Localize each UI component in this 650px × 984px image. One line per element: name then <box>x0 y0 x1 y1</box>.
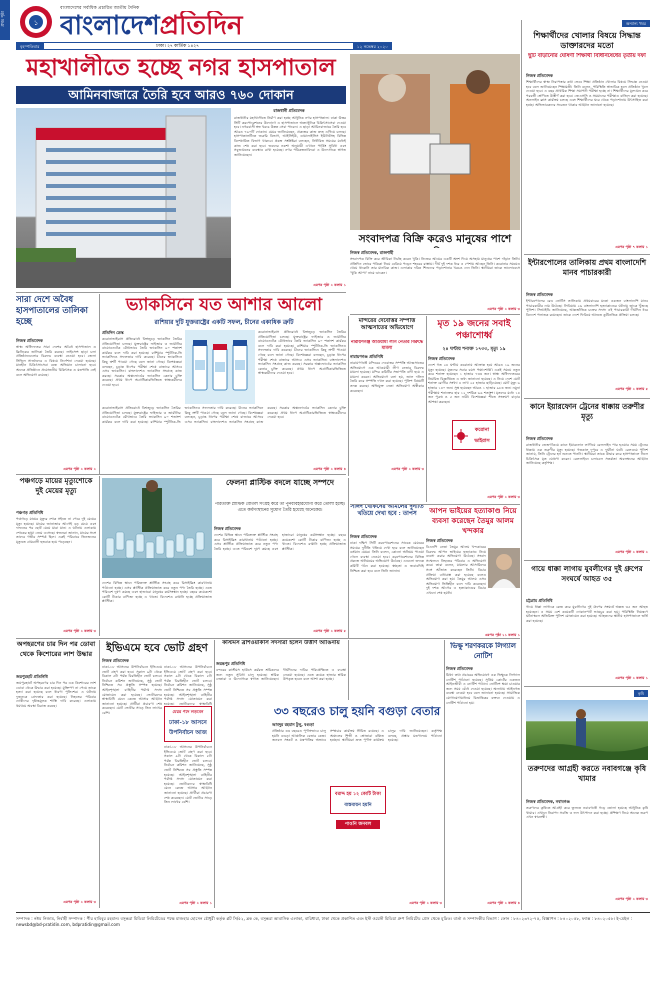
canteen-body: বন্দরের কাস্টমস হাউসে কর্মরত শ্রমিকদের জন্য নতুন সুবিধা চালু হয়েছে। শ্রমিক নেতারা এ উদ্যোগকে স্বাগত জানিয়েছেন। দীর্ঘদিনের দাবির পরিপ্রেক্ষিতে এ ব্যবস্থা নেওয়া হয়েছে। এতে কয়েক হাজার শ্রমিক উপকৃত হবেন বলে আশা করা হচ্ছে। <box>216 668 346 682</box>
agri-byline: নিজস্ব প্রতিবেদক, নবাবগঞ্জ <box>526 799 570 804</box>
drowning-byline: জয়পুরহাট প্রতিনিধি <box>16 674 48 679</box>
interpol-byline: নিজস্ব প্রতিবেদক <box>526 292 553 297</box>
sayeed-byline: নিজস্ব প্রতিবেদক <box>350 534 377 539</box>
right-interpol-story <box>524 256 650 396</box>
sayeed-body: ঢাকা দক্ষিণ সিটি করপোরেশনের সাবেক মেয়রের সময়ের দুর্নীতি খতিয়ে দেখা হবে বলে জানিয়েছেন বর্তমান মেয়র। তিনি বলেন, কোনো অনিয়ম পাওয়া গেলে ব্যবস্থা নেওয়া হবে। করপোরেশনের বিভিন্ন প্রকল্পে অনিয়মের অভিযোগ উঠেছে। এগুলো তদন্তে কমিটি গঠন করা হয়েছে। স্বচ্ছতা ও জবাবদিহি নিশ্চিত করা হবে বলে তিনি জানান। <box>350 541 424 573</box>
legal-body: মিথ্যা তথ্য প্রচারের অভিযোগে এক ভিক্ষুকে লিগ্যাল নোটিশ পাঠানো হয়েছে। সুপ্রিম কোর্টের একজন আইনজীবী এ নোটিশ পাঠান। নোটিশে ক্ষমা চাওয়ার জন্য সময় বেঁধে দেওয়া হয়েছে। অন্যথায় আইনগত ব্যবস্থা নেওয়া হবে বলে জানানো হয়েছে। সামাজিক যোগাযোগমাধ্যমে বিভ্রান্তিকর বক্তব্য দেওয়ায় এ নোটিশ পাঠানো হয়। <box>446 673 520 705</box>
svg-text:১: ১ <box>33 19 39 27</box>
bogura-pull-1: বরাদ্দ হয় ১২ কোটি টাকা <box>335 792 381 797</box>
day-label: বৃহস্পতিবার <box>16 43 44 50</box>
right-top-title: শিক্ষার্থীদের খোলার বিষয়ে সিদ্ধান্ত ডাক্তারদের মতো <box>533 30 641 50</box>
bogura-byline: আবদুর রহমান টুলু, বগুড়া <box>272 722 314 727</box>
bogura-box: পাওনি জনবল <box>336 820 380 829</box>
photo-story-byline: নিজস্ব প্রতিবেদক, রাজশাহী <box>350 250 394 255</box>
lead-subtitle: আমিনবাজারে তৈরি হবে আরও ৭৬০ দোকান <box>68 87 294 102</box>
agri-cont: এরপর পৃষ্ঠা ২ কলাম ৩ <box>615 897 648 901</box>
clash-cont: এরপর পৃষ্ঠা ২ কলাম ১ <box>615 676 648 680</box>
vaccine-vials-photo <box>185 330 255 404</box>
imprint-footer: সম্পাদক : নঈম নিজাম, নির্বাহী সম্পাদক : পীর হাবিবুর রহমান। বসুন্ধরা মিডিয়া লিমিটেডের পক্ষে মাজহার হোসেন চৌধুরী কর্তৃক প্লট সি/৫২, ব্লক কে, বসুন্ধরা আবাসিক এলাকা, বারিধারা, ঢাকা থেকে প্রকাশিত এবং ইস্ট ওয়েস্ট মিডিয়া গ্রুপ লিমিটেড প্রেস থেকে মুদ্রিত। বার্তা ও সম্পাদকীয় বিভাগ : ফোন : ৮৪০২৩৭২-৭৫, বিজ্ঞাপন : ৮৪০২০৫৮, ফ্যাক্স : ৮৪০২০৫৮। ই-মেইল : newsbd@bd-pratidin.com, bdpratidin@gmail.com <box>16 916 633 927</box>
covid-cont: এরপর পৃষ্ঠা ২ কলাম ৩ <box>487 495 520 499</box>
photo-story-body: সংবাদপত্র বিক্রি করে জীবিকা নির্বাহ করেন খুকি। নিজের আয়ের একটি অংশ দিয়ে অসহায় মানুষের পাশে দাঁড়ান তিনি। প্রতিদিন ভোরে পত্রিকা নিয়ে বেরিয়ে পড়েন শহরের রাস্তায়। দীর্ঘ দুই দশক ধরে এ পেশায় আছেন তিনি। করোনার সময়েও থেমে থাকেনি তার মানবিক কাজ। এলাকার দরিদ্র শিশুদের পড়াশোনার খরচও দেন তিনি। স্থানীয়রা তাকে ভালোবেসে 'খুকি আপা' নামে ডাকেন। <box>350 257 520 275</box>
right-clash-story <box>524 562 650 684</box>
place-date: ঢাকা। ২৭ কার্তিক ১৪২৭ <box>156 44 199 49</box>
plastic-body: দেশের বিভিন্ন স্থানে পরিত্যক্ত প্লাস্টিক সংগ্রহ করে রিসাইক্লিং কারখানায় পাঠানো হচ্ছে। এসব প্লাস্টিক প্রক্রিয়াজাত করে নতুন পণ্য তৈরি হচ্ছে। এতে পরিবেশ দূষণ কমছে এবং হাজারো মানুষের কর্মসংস্থান হচ্ছে। বছরে কয়েকশো কোটি টাকার বাণিজ্য হচ্ছে এ খাতে। বিদেশেও রপ্তানি হচ্ছে প্রক্রিয়াজাত প্লাস্টিক। <box>214 533 346 551</box>
taimur-portrait <box>488 548 520 588</box>
lead-byline: রাজধানী প্রতিবেদক <box>273 108 305 113</box>
clash-title: গায়ে ধাক্কা লাগায় যুবলীগের দুই গ্রুপের সংঘর্ষে আহত ৩৫ <box>531 564 643 583</box>
taimur-body: বিএনপি নেতা তৈমুর আলম খন্দকারের বিরুদ্ধে আপন ভাইয়ের হত্যাকাণ্ড নিয়ে ব্যবসা করার অভিযোগ উঠেছে। সংবাদ সম্মেলনে নিহতের পরিবার এ অভিযোগ করে। তারা বলেন, মামলার আসামিদের সঙ্গে আঁতাত করেছেন তিনি। বিচার প্রক্রিয়া বাধাগ্রস্ত করা হয়েছে বলেও অভিযোগ করা হয়। তৈমুর আলম এসব অভিযোগ ভিত্তিহীন বলে দাবি করেছেন। দুই দশক আগের এ হত্যাকাণ্ডের বিচার এখনো শেষ হয়নি। <box>426 545 486 595</box>
clash-body: গায়ে ধাক্কা লাগাকে কেন্দ্র করে যুবলীগের দুই গ্রুপের সংঘর্ষে অন্তত ৩৫ জন আহত হয়েছেন। এ সময় বেশ কয়েকটি দোকানপাট ভাঙচুর করা হয়। পরিস্থিতি নিয়ন্ত্রণে ঘটনাস্থলে অতিরিক্ত পুলিশ মোতায়েন করা হয়েছে। আহতদের স্থানীয় হাসপাতালে ভর্তি করা হয়েছে। <box>526 605 648 623</box>
bogura-pull-2: বাস্তবায়ন হয়নি <box>344 803 372 808</box>
agri-badge: কৃষি <box>634 690 648 697</box>
panchagarh-title: পঞ্চগড়ে মায়ের মৃত্যুশোকে দুই মেয়ের মৃত্যু <box>19 476 93 495</box>
newspaper-name-b: প্রতিদিন <box>159 11 243 41</box>
legal-cont: এরপর পৃষ্ঠা ২ কলাম ৪ <box>487 901 520 905</box>
newspaper-name-a: বাংলাদেশ <box>60 11 160 41</box>
illegal-byline: নিজস্ব প্রতিবেদক <box>16 338 43 343</box>
evm-body-left: ঢাকা-১৮ আসনের উপনির্বাচনে ইভিএমে ভোট গ্রহণ করা হবে। সকাল ৯টা থেকে বিকাল ৫টা পর্যন্ত বিরতিহীন ভোট চলবে। নির্বাচন কমিশন জানিয়েছে, সুষ্ঠু ভোট নিশ্চিতে সব প্রস্তুতি সম্পন্ন হয়েছে। আইনশৃঙ্খলা বাহিনীর পর্যাপ্ত সদস্য মোতায়েন করা হয়েছে। ভোটারদের স্বাস্থ্যবিধি মেনে কেন্দ্রে আসার আহ্বান জানানো হয়েছে। প্রার্থীরা প্রচারণা শেষ করেছেন। মোট ভোটার সাড়ে তিন লাখের বেশি। <box>102 665 162 715</box>
lead-cont: এরপর পৃষ্ঠা ২ কলাম ১ <box>313 283 346 287</box>
lead-title: মহাখালীতে হচ্ছে নগর হাসপাতাল <box>26 54 336 81</box>
vaccine-body-left: করোনাভাইরাস প্রতিরোধে বিশ্বজুড়ে ভ্যাকসিন তৈরির প্রতিযোগিতা চলছে। যুক্তরাষ্ট্রের ফাইজার ও জার্মানির বায়োএনটেক যৌথভাবে তৈরি ভ্যাকসিন ৯০ শতাংশ কার্যকর বলে দাবি করা হয়েছে। রাশিয়ার স্পুটনিক-ভি ভ্যাকসিনও সফলতার দাবি করেছে। চীনের ভ্যাকসিনে কিছু ত্রুটি পাওয়া গেছে বলে জানা গেছে। বিশেষজ্ঞরা বলছেন, চূড়ান্ত ধাপের পরীক্ষা শেষে বাজারে আসবে এসব ভ্যাকসিন। বাংলাদেশও ভ্যাকসিন সংগ্রহে কাজ করছে। সরকার অক্সফোর্ডের ভ্যাকসিন কেনার চুক্তি করেছে। প্রথম ধাপে অগ্রাধিকারভিত্তিতে স্বাস্থ্যকর্মীদের দেওয়া হবে। <box>102 337 182 387</box>
bogura-headline: ৩৩ বছরেও চালু হয়নি বগুড়া বেতার <box>273 704 441 718</box>
earphone-cont: এরপর পৃষ্ঠা ২ কলাম ২ <box>615 550 648 554</box>
masthead-logo-icon <box>16 4 56 40</box>
illegal-title: সারা দেশে অবৈধ হাসপাতালের তালিকা হচ্ছে <box>16 294 88 326</box>
earphone-body: রাজধানীর তেজগাঁওয়ে কানে ইয়ারফোন লাগিয়ে রেললাইন পার হওয়ার সময় ট্রেনের ধাক্কায় এক তরুণীর মৃত্যু হয়েছে। গতকাল দুপুরে এ দুর্ঘটনা ঘটে। রেলওয়ে পুলিশ জানায়, তিনি ট্রেনের হর্ন শুনতে পাননি। স্থানীয়রা তাকে উদ্ধার করে হাসপাতালে নিলে চিকিৎসক মৃত ঘোষণা করেন। রেললাইনে চলাচলে সতর্কতা অবলম্বনের আহ্বান জানিয়েছে কর্তৃপক্ষ। <box>526 443 648 466</box>
temple-byline: নারায়ণগঞ্জ প্রতিনিধি <box>350 354 384 359</box>
evm-body-right2: ঢাকা-১৮ আসনের উপনির্বাচনে ইভিএমে ভোট গ্রহণ করা হবে। সকাল ৯টা থেকে বিকাল ৫টা পর্যন্ত বিরতিহীন ভোট চলবে। নির্বাচন কমিশন জানিয়েছে, সুষ্ঠু ভোট নিশ্চিতে সব প্রস্তুতি সম্পন্ন হয়েছে। আইনশৃঙ্খলা বাহিনীর পর্যাপ্ত সদস্য মোতায়েন করা হয়েছে। ভোটারদের স্বাস্থ্যবিধি মেনে কেন্দ্রে আসার আহ্বান জানানো হয়েছে। প্রার্থীরা প্রচারণা শেষ করেছেন। মোট ভোটার সাড়ে তিন লাখের বেশি। <box>164 745 212 805</box>
right-earphone-story <box>524 400 650 558</box>
temple-body: নারায়ণগঞ্জে মন্দিরের দেবোত্তর সম্পত্তি আত্মসাতের অভিযোগে এক আওয়ামী লীগ নেতার বিরুদ্ধে মামলা হয়েছে। মন্দির কমিটির সভাপতি বাদী হয়ে এ মামলা করেন। অভিযোগে বলা হয়, জাল দলিল তৈরি করে সম্পত্তি দখল করা হয়েছে। পুলিশ বিষয়টি তদন্ত করছে। অভিযুক্ত নেতা অভিযোগ অস্বীকার করেছেন। <box>350 361 424 393</box>
evm-byline: নিজস্ব প্রতিবেদক <box>102 658 129 663</box>
agri-title: তরুণদের আগ্রহী করতে নবাবগঞ্জে কৃষি খামার <box>527 764 647 783</box>
right-top-subtitle: ছুটি বাড়ানোর ঘোষণা শিক্ষার্থী বিধিনিষেধের তৃতীয় দফা <box>528 53 646 59</box>
taimur-byline: নিজস্ব প্রতিবেদক <box>426 538 453 543</box>
evm-body-right: ঢাকা-১৮ আসনের উপনির্বাচনে ইভিএমে ভোট গ্রহণ করা হবে। সকাল ৯টা থেকে বিকাল ৫টা পর্যন্ত বিরতিহীন ভোট চলবে। নির্বাচন কমিশন জানিয়েছে, সুষ্ঠু ভোট নিশ্চিতে সব প্রস্তুতি সম্পন্ন হয়েছে। আইনশৃঙ্খলা বাহিনীর পর্যাপ্ত সদস্য মোতায়েন করা হয়েছে। ভোটারদের স্বাস্থ্যবিধি <box>164 665 212 705</box>
right-top-body: শিক্ষার্থীদের স্বাস্থ্য নিরাপত্তার কথা ভেবে শিক্ষা প্রতিষ্ঠান খোলার বিষয়ে সিদ্ধান্ত নেওয়া হবে বলে জানিয়েছেন শিক্ষামন্ত্রী। তিনি বলেন, পরিস্থিতি স্বাভাবিক হলে প্রতিষ্ঠান খুলে দেওয়া হবে। এ বছর প্রাথমিক শিক্ষা সমাপনী পরীক্ষা হচ্ছে না। শিক্ষার্থীদের মূল্যায়ন করে পরবর্তী শ্রেণিতে উত্তীর্ণ করা হবে। জেএসসি ও সমমানের পরীক্ষাও বাতিল করা হয়েছে। অনলাইন ক্লাস কার্যক্রম চলছে এবং শিক্ষার্থীদের ঘরে থেকে পড়াশোনায় উৎসাহিত করা হচ্ছে। অভিভাবকদের সচেতন থাকার আহ্বান জানানো হয়েছে। <box>526 80 648 107</box>
taimur-heading: আপন ভাইয়ের হত্যাকাণ্ড নিয়ে ব্যবসা করেছেন তৈমুর আলম খন্দকার <box>429 506 517 535</box>
lead-body: রাজধানীর মহাখালীতে নির্মাণ করা হচ্ছে আধুনিক নগর হাসপাতাল। ঢাকা উত্তর সিটি করপোরেশনের উদ্যোগে এ হাসপাতালে অত্যাধুনিক চিকিৎসাসেবা দেওয়া হবে। নগরবাসী স্বল্প খরচে উন্নত সেবা পাবেন। এ ছাড়া আমিনবাজারে তৈরি হবে আরও ৭৬০টি দোকান। মেয়র জানিয়েছেন, প্রকল্পের কাজ দ্রুত এগিয়ে চলছে। হাসপাতালটিতে জরুরি বিভাগ, আইসিইউ, ডায়ালাইসিস ইউনিটসহ বিভিন্ন বিশেষায়িত বিভাগ থাকবে। প্রকল্প সংশ্লিষ্টরা বলছেন, নির্ধারিত সময়ের মধ্যেই কাজ শেষ করা হবে। ভবনের নকশা অনুযায়ী এখানে পার্কিং সুবিধা এবং সবুজায়নের ব্যবস্থাও রাখা হয়েছে। নগর পরিকল্পনাবিদরা এ উদ্যোগকে স্বাগত জানিয়েছেন। <box>234 116 346 157</box>
photo-story-cont: এরপর পৃষ্ঠা ২ কলাম ৩ <box>487 307 520 311</box>
illegal-cont: এরপর পৃষ্ঠা ২ কলাম ২ <box>63 467 96 471</box>
virus-icon <box>454 429 468 443</box>
evm-box-line1: ঢাকা-১৮ আসনে <box>169 720 207 726</box>
bogura-cont: এরপর পৃষ্ঠা ২ কলাম ৩ <box>409 901 442 905</box>
plastic-byline: নিজস্ব প্রতিবেদক <box>214 526 241 531</box>
agri-body: তরুণদের কৃষিতে আগ্রহী করে তুলতে নবাবগঞ্জে গড়ে তোলা হয়েছে আধুনিক কৃষি খামার। এখানে নিরাপদ সবজি ও ফল উৎপাদন করা হচ্ছে। প্রশিক্ষণ নিয়ে অনেক তরুণ এখন স্বাবলম্বী। <box>526 806 648 820</box>
newspaper-name <box>60 11 390 43</box>
plastic-cont: এরপর পৃষ্ঠা ২ কলাম ৫ <box>313 629 346 633</box>
agri-photo <box>526 700 648 760</box>
covid-body: দেশে গত ২৪ ঘণ্টায় করোনায় আক্রান্ত হয়ে আরও ১৯ জনের মৃত্যু হয়েছে। মৃতদের সবার বয়স পঞ্চাশোর্ধ্ব। একই সময়ে নতুন করে শনাক্ত হয়েছেন ১ হাজার ৭৩৩ জন। স্বাস্থ্য অধিদফতরের নিয়মিত বিজ্ঞপ্তিতে এ তথ্য জানানো হয়েছে। এ নিয়ে দেশে মোট শনাক্ত রোগীর সংখ্যা ৪ লাখ ২৫ হাজার ছাড়িয়েছে। মোট মৃত্যু ৬ হাজার ১৪০ জন। সুস্থ হয়েছেন আরও ১ হাজার ৯৮৩ জন। নমুনা পরীক্ষায় শনাক্তের হার ১২ দশমিক ৬৬ শতাংশ। মৃতদের মধ্যে ১৪ জন পুরুষ ও ৫ জন নারী। বিশেষজ্ঞরা শীতে সংক্রমণ বাড়ার আশঙ্কা করছেন। <box>428 363 520 404</box>
vaccine-title: ভ্যাকসিনে যত আশার আলো <box>125 295 323 315</box>
interpol-body: ইন্টারপোলের রেড নোটিস তালিকায় প্রথমবারের মতো একজন বাংলাদেশি মানব পাচারকারীর নাম উঠেছে। লিবিয়ায় ২৬ বাংলাদেশি হত্যাকাণ্ডের ঘটনায় তাকে খুঁজছে পুলিশ। সিআইডি জানিয়েছে, আন্তর্জাতিক চক্রের সদস্য এই পাচারকারী দীর্ঘদিন ধরে বিদেশে পলাতক রয়েছেন। তাকে দেশে ফিরিয়ে আনতে কূটনৈতিক প্রক্রিয়া চলছে। <box>526 299 648 317</box>
canteen-byline: জয়ন্তপুর প্রতিনিধি <box>216 661 246 666</box>
covid-badge-label: করোনা ভাইরাস <box>474 427 490 444</box>
lead-hospital-photo <box>16 108 231 288</box>
right-top-story <box>524 20 650 252</box>
tagline: বাংলাদেশের সর্বাধিক প্রচারিত জাতীয় দৈনিক <box>60 6 140 11</box>
panchagarh-cont: এরপর পৃষ্ঠা ২ কলাম ৩ <box>63 629 96 633</box>
evm-box-title: মেয়র পদে লড়বেন <box>172 709 204 714</box>
right-top-byline: নিজস্ব প্রতিবেদক <box>526 73 553 78</box>
gregorian-date: ১২ নভেম্বর ২০২০ <box>353 43 392 50</box>
vaccine-body-bottom: করোনাভাইরাস প্রতিরোধে বিশ্বজুড়ে ভ্যাকসিন তৈরির প্রতিযোগিতা চলছে। যুক্তরাষ্ট্রের ফাইজার ও জার্মানির বায়োএনটেক যৌথভাবে তৈরি ভ্যাকসিন ৯০ শতাংশ কার্যকর বলে দাবি করা হয়েছে। রাশিয়ার স্পুটনিক-ভি ভ্যাকসিনও সফলতার দাবি করেছে। চীনের ভ্যাকসিনে কিছু ত্রুটি পাওয়া গেছে বলে জানা গেছে। বিশেষজ্ঞরা বলছেন, চূড়ান্ত ধাপের পরীক্ষা শেষে বাজারে আসবে এসব ভ্যাকসিন। বাংলাদেশও ভ্যাকসিন সংগ্রহে কাজ করছে। সরকার অক্সফোর্ডের ভ্যাকসিন কেনার চুক্তি করেছে। প্রথম ধাপে অগ্রাধিকারভিত্তিতে স্বাস্থ্যকর্মীদের দেওয়া হবে। <box>102 406 346 424</box>
covid-badge <box>452 420 496 450</box>
evm-box-line2: উপনির্বাচন আজ <box>169 730 207 736</box>
temple-story <box>350 316 424 476</box>
bogura-pull <box>330 786 386 814</box>
covid-headline: মৃত ১৯ জনের সবাই পঞ্চাশোর্ধ্ব <box>437 319 511 341</box>
covid-subtitle: ২৪ ঘণ্টায় শনাক্ত ১৭৩৩, মৃত্যু ১৯ <box>442 347 506 352</box>
clash-byline: চট্টগ্রাম প্রতিনিধি <box>526 598 553 603</box>
newspaper-seller-photo <box>350 54 520 230</box>
page-side-label-text: প্রথম পৃষ্ঠা <box>0 11 5 27</box>
legal-byline: নিজস্ব প্রতিবেদক <box>446 666 473 671</box>
drowning-cont: এরপর পৃষ্ঠা ২ কলাম ৩ <box>63 900 96 904</box>
evm-title: ইভিএমে হবে ভোট গ্রহণ <box>106 642 208 654</box>
panchagarh-body: পঞ্চগড়ে মায়ের মৃত্যুর শোক সইতে না পেরে দুই মেয়ের মৃত্যু হয়েছে। মায়ের জানাজার আগেই বড় মেয়ে এবং দাফনের পর ছোট মেয়ে মারা যান। এ ঘটনায় এলাকায় শোকের ছায়া নেমে এসেছে। স্বজনরা জানান, মায়ের সঙ্গে তাদের গভীর সম্পর্ক ছিল। একই পরিবারে তিনজনের মৃত্যুতে গ্রামবাসী হতবাক হয়ে পড়েছেন। <box>16 517 96 544</box>
vaccine-subtitle: রাশিয়ার দুটি যুক্তরাষ্ট্রের একটি সফল, চীনের একাধিক ত্রুটি <box>154 319 294 326</box>
bogura-body: প্রতিষ্ঠার ৩৩ বছরেও পূর্ণাঙ্গভাবে চালু হয়নি বগুড়া আঞ্চলিক বেতার কেন্দ্র। জনবল সংকট ও যন্ত্রপাতির অভাবে সম্প্রচার কার্যক্রম সীমিত রয়েছে। এ অঞ্চলের শিল্পী ও শ্রোতারা বঞ্চিত হচ্ছেন। স্থানীয়রা দ্রুত পূর্ণাঙ্গ কার্যক্রম চালুর দাবি জানিয়েছেন। কর্তৃপক্ষ বলছে, প্রস্তাব মন্ত্রণালয়ে পাঠানো হয়েছে। <box>272 729 442 743</box>
interpol-cont: এরপর পৃষ্ঠা ২ কলাম ৫ <box>615 387 648 391</box>
plastic-title: ফেলনা প্লাস্টিক বদলে যাচ্ছে সম্পদে <box>226 478 334 487</box>
panchagarh-byline: পঞ্চগড় প্রতিনিধি <box>16 510 44 515</box>
dateline-bar <box>16 42 392 50</box>
canteen-title: কাস্টমস ব্রাশওয়ার্কার্স সদস্যরা হলেন উত্তীর্ণ আঙিনায় <box>222 640 340 646</box>
temple-subtitle: নারায়ণগঞ্জ আওয়ামী লীগ নেতার বিরুদ্ধে মামলা <box>350 340 424 351</box>
plastic-bottles-photo <box>102 478 212 578</box>
earphone-byline: নিজস্ব প্রতিবেদক <box>526 436 553 441</box>
plastic-blurb: পরিত্যক্ত প্লাস্টিক বোতল সংগ্রহ করে তা পুনর্ব্যবহারযোগ্য করে তোলা হচ্ছে। এতে কর্মসংস্থানের সুযোগ তৈরি হয়েছে অনেকের। <box>214 502 346 513</box>
vaccine-cont: এরপর পৃষ্ঠা ২ কলাম ৪ <box>313 467 346 471</box>
photo-story-title: সংবাদপত্র বিক্রি করেও মানুষের পাশে <box>358 233 512 245</box>
plastic-body-under: দেশের বিভিন্ন স্থানে পরিত্যক্ত প্লাস্টিক সংগ্রহ করে রিসাইক্লিং কারখানায় পাঠানো হচ্ছে। এসব প্লাস্টিক প্রক্রিয়াজাত করে নতুন পণ্য তৈরি হচ্ছে। এতে পরিবেশ দূষণ কমছে এবং হাজারো মানুষের কর্মসংস্থান হচ্ছে। বছরে কয়েকশো কোটি টাকার বাণিজ্য হচ্ছে এ খাতে। বিদেশেও রপ্তানি হচ্ছে প্রক্রিয়াজাত প্লাস্টিক। <box>102 581 212 604</box>
earphone-title: কানে ইয়ারফোন ট্রেনের ধাক্কায় তরুণীর মৃত্যু <box>529 402 645 421</box>
lead-subtitle-bar <box>16 86 346 104</box>
drowning-body: জয়পুরহাটে অপহরণের চার দিন পর এক কিশোরের লাশ ডোবা থেকে উদ্ধার করা হয়েছে। মুক্তিপণ না পেয়ে তাকে হত্যা করা হয়েছে বলে ধারণা পুলিশের। এ ঘটনায় দুজনকে গ্রেফতার করা হয়েছে। নিহতের পরিবার দোষীদের দৃষ্টান্তমূলক শাস্তি দাবি করেছে। এলাকায় থমথমে অবস্থা বিরাজ করছে। <box>16 681 96 708</box>
illegal-body: স্বাস্থ্য অধিদফতর সারা দেশের অবৈধ হাসপাতাল ও ক্লিনিকের তালিকা তৈরি করছে। লাইসেন্স ছাড়া চলা প্রতিষ্ঠানগুলোর বিরুদ্ধে ব্যবস্থা নেওয়া হবে। জেলা সিভিল সার্জনদের এ বিষয়ে নির্দেশনা দেওয়া হয়েছে। মানহীন চিকিৎসাসেবা বন্ধে অভিযান চালানো হবে। অনেক প্রতিষ্ঠানে প্রয়োজনীয় চিকিৎসক ও যন্ত্রপাতি নেই বলে অভিযোগ রয়েছে। <box>16 345 96 377</box>
vaccine-byline: প্রতিদিন ডেস্ক <box>102 330 124 335</box>
sayeed-title: সাঈদ খোকনের আমলের দুর্নীতি খতিয়ে দেখা হবে : তাপস <box>350 504 424 517</box>
temple-cont: এরপর পৃষ্ঠা ২ কলাম ৩ <box>391 467 424 471</box>
vaccine-body-right: করোনাভাইরাস প্রতিরোধে বিশ্বজুড়ে ভ্যাকসিন তৈরির প্রতিযোগিতা চলছে। যুক্তরাষ্ট্রের ফাইজার ও জার্মানির বায়োএনটেক যৌথভাবে তৈরি ভ্যাকসিন ৯০ শতাংশ কার্যকর বলে দাবি করা হয়েছে। রাশিয়ার স্পুটনিক-ভি ভ্যাকসিনও সফলতার দাবি করেছে। চীনের ভ্যাকসিনে কিছু ত্রুটি পাওয়া গেছে বলে জানা গেছে। বিশেষজ্ঞরা বলছেন, চূড়ান্ত ধাপের পরীক্ষা শেষে বাজারে আসবে এসব ভ্যাকসিন। বাংলাদেশও ভ্যাকসিন সংগ্রহে কাজ করছে। সরকার অক্সফোর্ডের ভ্যাকসিন কেনার চুক্তি করেছে। প্রথম ধাপে অগ্রাধিকারভিত্তিতে স্বাস্থ্যকর্মীদের দেওয়া হবে। <box>258 330 346 376</box>
evm-cont: এরপর পৃষ্ঠা ২ কলাম ১ <box>179 901 212 905</box>
right-top-badge: অন্যান্য খবর <box>622 20 650 27</box>
taimur-cont: এরপর পৃষ্ঠা ১১ কলাম ১ <box>484 633 520 637</box>
covid-byline: নিজস্ব প্রতিবেদক <box>428 356 455 361</box>
interpol-title: ইন্টারপোলের তালিকায় প্রথম বাংলাদেশি মানব পাচারকারী <box>527 258 647 277</box>
legal-title: ভিক্ষু শরণকরকে লিগ্যাল নোটিশ <box>450 642 516 660</box>
drowning-title: অপহরণের চার দিন পর ডোবা থেকে কিশোরের লাশ উদ্ধার <box>16 640 96 658</box>
evm-box <box>164 706 212 742</box>
right-agri-story <box>524 688 650 910</box>
right-top-cont: এরপর পৃষ্ঠা ৭ কলাম ১ <box>615 245 648 249</box>
temple-title: মন্দিরের দেবোত্তর সম্পত্তি আত্মসাতের অভিযোগে <box>358 318 416 331</box>
